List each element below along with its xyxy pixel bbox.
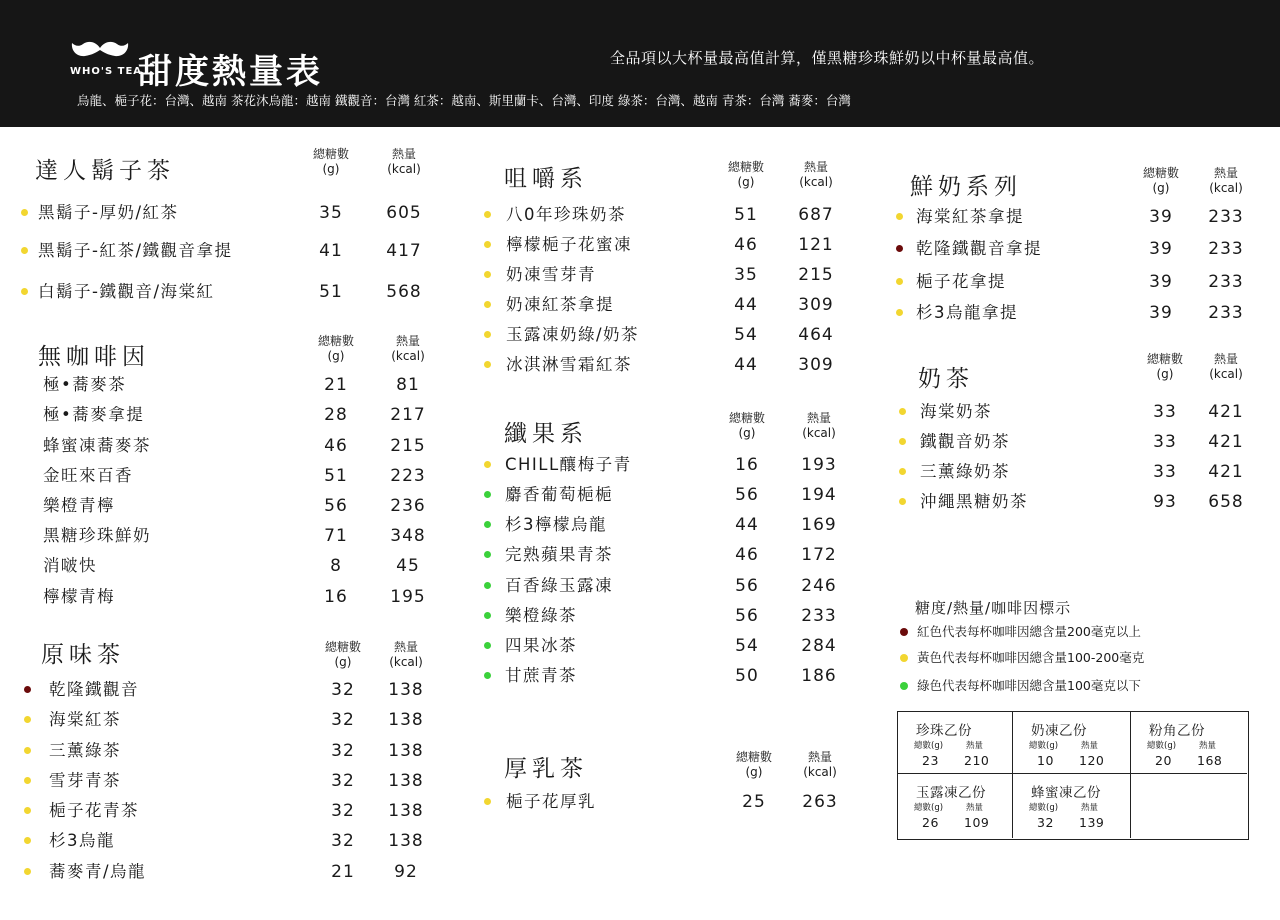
kcal-header-unit: (kcal) <box>802 426 836 440</box>
kcal-value: 658 <box>1208 492 1244 512</box>
drink-name: 蕎麥青/烏龍 <box>49 862 147 881</box>
drink-name: 海棠紅茶拿提 <box>916 207 1024 226</box>
calculation-note: 全品項以大杯量最高值計算，僅黑糖珍珠鮮奶以中杯量最高值。 <box>610 49 1045 67</box>
drink-name: 白鬍子-鐵觀音/海棠紅 <box>38 282 215 301</box>
topping-sugar-value: 10 <box>1037 753 1054 768</box>
drink-name: 檸檬青梅 <box>43 587 115 606</box>
kcal-value: 92 <box>394 862 418 882</box>
section-title: 無咖啡因 <box>38 344 150 370</box>
caffeine-dot-icon <box>900 628 908 636</box>
drink-name: 沖繩黑糖奶茶 <box>920 492 1028 511</box>
legend-text: 紅色代表每杯咖啡因總含量200毫克以上 <box>917 624 1141 639</box>
caffeine-dot-icon <box>896 213 903 220</box>
caffeine-dot-icon <box>24 716 31 723</box>
caffeine-dot-icon <box>896 309 903 316</box>
caffeine-dot-icon <box>484 582 491 589</box>
kcal-value: 215 <box>390 436 426 456</box>
sugar-value: 46 <box>735 545 759 565</box>
sugar-value: 51 <box>319 282 343 302</box>
sugar-value: 21 <box>324 375 348 395</box>
drink-name: 梔子花厚乳 <box>506 792 596 811</box>
toppings-table <box>897 711 1249 840</box>
kcal-value: 263 <box>802 792 838 812</box>
sugar-header-unit: (g) <box>327 349 345 363</box>
topping-sugar-label: 總數(g) <box>914 803 944 813</box>
sugar-header-label: 總糖數 <box>735 750 772 764</box>
kcal-header-unit: (kcal) <box>391 349 425 363</box>
drink-name: 樂橙綠茶 <box>505 606 577 625</box>
topping-kcal-value: 139 <box>1079 815 1105 830</box>
sugar-value: 51 <box>734 205 758 225</box>
sugar-value: 50 <box>735 666 759 686</box>
kcal-value: 45 <box>396 556 420 576</box>
drink-name: 三薰綠茶 <box>49 741 121 760</box>
sugar-column-header <box>1131 166 1191 196</box>
sugar-value: 39 <box>1149 239 1173 259</box>
section-title: 原味茶 <box>41 642 125 668</box>
drink-name: 甘蔗青茶 <box>505 666 577 685</box>
section-title: 厚乳茶 <box>504 756 588 782</box>
topping-cell <box>898 774 1013 838</box>
caffeine-dot-icon <box>899 498 906 505</box>
kcal-value: 195 <box>390 587 426 607</box>
kcal-header-label: 熱量 <box>807 750 832 764</box>
kcal-value: 348 <box>390 526 426 546</box>
sugar-value: 56 <box>735 576 759 596</box>
kcal-header-label: 熱量 <box>1213 166 1238 180</box>
kcal-value: 236 <box>390 496 426 516</box>
drink-name: 樂橙青檸 <box>43 496 115 515</box>
header-banner <box>0 0 1280 127</box>
sugar-header-label: 總糖數 <box>312 147 349 161</box>
caffeine-dot-icon <box>900 682 908 690</box>
sugar-value: 32 <box>331 771 355 791</box>
kcal-value: 464 <box>798 325 834 345</box>
sugar-value: 39 <box>1149 272 1173 292</box>
kcal-header-unit: (kcal) <box>1209 367 1243 381</box>
kcal-value: 687 <box>798 205 834 225</box>
menu-row <box>0 860 1280 884</box>
kcal-header-unit: (kcal) <box>799 175 833 189</box>
drink-name: 杉3烏龍拿提 <box>916 303 1018 322</box>
topping-name: 蜂蜜凍乙份 <box>1031 785 1101 801</box>
sugar-header-unit: (g) <box>738 426 756 440</box>
sugar-value: 25 <box>742 792 766 812</box>
drink-name: 三薰綠奶茶 <box>920 462 1010 481</box>
sugar-value: 93 <box>1153 492 1177 512</box>
sugar-value: 46 <box>734 235 758 255</box>
caffeine-dot-icon <box>899 468 906 475</box>
kcal-value: 138 <box>388 831 424 851</box>
menu-row <box>0 430 1280 454</box>
topping-cell <box>1131 774 1247 838</box>
legend-title: 糖度/熱量/咖啡因標示 <box>915 599 1072 617</box>
sugar-header-unit: (g) <box>1156 367 1174 381</box>
topping-kcal-label: 熱量 <box>1199 741 1217 751</box>
sugar-value: 56 <box>735 606 759 626</box>
kcal-value: 169 <box>801 515 837 535</box>
topping-sugar-label: 總數(g) <box>914 741 944 751</box>
caffeine-dot-icon <box>484 798 491 805</box>
topping-name: 玉露凍乙份 <box>916 785 986 801</box>
kcal-header-label: 熱量 <box>1213 352 1238 366</box>
section-title: 達人鬍子茶 <box>35 158 175 184</box>
drink-name: 杉3檸檬烏龍 <box>505 515 607 534</box>
section-title: 咀嚼系 <box>504 166 588 192</box>
caffeine-dot-icon <box>896 245 903 252</box>
menu-row <box>0 353 1280 377</box>
caffeine-dot-icon <box>24 777 31 784</box>
caffeine-dot-icon <box>24 837 31 844</box>
menu-row <box>0 205 1280 229</box>
sugar-value: 56 <box>324 496 348 516</box>
sugar-value: 54 <box>734 325 758 345</box>
kcal-value: 194 <box>801 485 837 505</box>
sugar-column-header <box>301 147 361 177</box>
kcal-value: 172 <box>801 545 837 565</box>
sugar-value: 32 <box>331 710 355 730</box>
kcal-value: 81 <box>396 375 420 395</box>
sugar-value: 21 <box>331 862 355 882</box>
kcal-value: 284 <box>801 636 837 656</box>
kcal-value: 233 <box>1208 272 1244 292</box>
kcal-value: 193 <box>801 455 837 475</box>
topping-sugar-value: 23 <box>922 753 939 768</box>
caffeine-dot-icon <box>484 331 491 338</box>
caffeine-dot-icon <box>484 672 491 679</box>
sugar-column-header <box>1135 352 1195 382</box>
kcal-value: 421 <box>1208 462 1244 482</box>
drink-name: 梔子花拿提 <box>916 272 1006 291</box>
drink-name: 奶凍紅茶拿提 <box>506 295 614 314</box>
drink-name: 奶凍雪芽青 <box>506 265 596 284</box>
topping-cell <box>898 712 1013 774</box>
kcal-header-unit: (kcal) <box>389 655 423 669</box>
topping-name: 奶凍乙份 <box>1031 723 1087 739</box>
drink-name: 杉3烏龍 <box>49 831 115 850</box>
kcal-value: 568 <box>386 282 422 302</box>
sugar-header-unit: (g) <box>1152 181 1170 195</box>
drink-name: 乾隆鐵觀音 <box>49 680 139 699</box>
drink-name: 消啵快 <box>43 556 97 575</box>
kcal-value: 217 <box>390 405 426 425</box>
legend-text: 綠色代表每杯咖啡因總含量100毫克以下 <box>917 678 1141 693</box>
kcal-value: 233 <box>1208 303 1244 323</box>
kcal-value: 421 <box>1208 402 1244 422</box>
kcal-header-unit: (kcal) <box>387 162 421 176</box>
sugar-header-label: 總糖數 <box>1146 352 1183 366</box>
drink-name: 極•蕎麥拿提 <box>43 405 145 424</box>
menu-row <box>0 237 1280 261</box>
sugar-value: 35 <box>734 265 758 285</box>
sugar-column-header <box>724 750 784 780</box>
sugar-header-label: 總糖數 <box>727 160 764 174</box>
sugar-value: 44 <box>734 355 758 375</box>
menu-row <box>0 574 1280 598</box>
kcal-header-label: 熱量 <box>806 411 831 425</box>
sugar-value: 39 <box>1149 207 1173 227</box>
sugar-value: 44 <box>735 515 759 535</box>
sugar-value: 51 <box>324 466 348 486</box>
sugar-value: 54 <box>735 636 759 656</box>
menu-row <box>0 323 1280 347</box>
sugar-value: 56 <box>735 485 759 505</box>
drink-name: 乾隆鐵觀音拿提 <box>916 239 1042 258</box>
topping-kcal-value: 120 <box>1079 753 1105 768</box>
sugar-value: 33 <box>1153 432 1177 452</box>
sugar-header-label: 總糖數 <box>728 411 765 425</box>
topping-sugar-label: 總數(g) <box>1147 741 1177 751</box>
kcal-value: 309 <box>798 295 834 315</box>
kcal-value: 309 <box>798 355 834 375</box>
kcal-header-unit: (kcal) <box>803 765 837 779</box>
caffeine-dot-icon <box>484 551 491 558</box>
drink-name: 雪芽青茶 <box>49 771 121 790</box>
menu-row <box>0 513 1280 537</box>
kcal-column-header <box>786 160 846 190</box>
drink-name: 海棠紅茶 <box>49 710 121 729</box>
topping-kcal-value: 168 <box>1197 753 1223 768</box>
kcal-value: 121 <box>798 235 834 255</box>
sugar-value: 33 <box>1153 462 1177 482</box>
caffeine-dot-icon <box>484 361 491 368</box>
caffeine-dot-icon <box>896 278 903 285</box>
topping-cell <box>1131 712 1247 774</box>
kcal-value: 223 <box>390 466 426 486</box>
kcal-header-unit: (kcal) <box>1209 181 1243 195</box>
sugar-value: 41 <box>319 241 343 261</box>
kcal-header-label: 熱量 <box>395 334 420 348</box>
caffeine-dot-icon <box>484 642 491 649</box>
sugar-value: 32 <box>331 801 355 821</box>
menu-row <box>0 301 1280 325</box>
drink-name: 玉露凍奶綠/奶茶 <box>506 325 640 344</box>
topping-kcal-label: 熱量 <box>1081 741 1099 751</box>
kcal-header-label: 熱量 <box>803 160 828 174</box>
sugar-value: 8 <box>330 556 342 576</box>
drink-name: 黑糖珍珠鮮奶 <box>43 526 151 545</box>
kcal-value: 421 <box>1208 432 1244 452</box>
sugar-value: 44 <box>734 295 758 315</box>
kcal-value: 138 <box>388 771 424 791</box>
sugar-value: 32 <box>331 741 355 761</box>
topping-sugar-value: 20 <box>1155 753 1172 768</box>
menu-row <box>0 490 1280 514</box>
sugar-value: 35 <box>319 203 343 223</box>
drink-name: 檸檬梔子花蜜凍 <box>506 235 632 254</box>
drink-name: 八0年珍珠奶茶 <box>506 205 626 224</box>
menu-row <box>0 270 1280 294</box>
kcal-value: 233 <box>1208 239 1244 259</box>
kcal-value: 138 <box>388 741 424 761</box>
sugar-value: 33 <box>1153 402 1177 422</box>
topping-sugar-value: 26 <box>922 815 939 830</box>
sugar-value: 32 <box>331 831 355 851</box>
drink-name: 海棠奶茶 <box>920 402 992 421</box>
tea-origins: 烏龍、梔子花：台灣、越南 茶花沐烏龍：越南 鐵觀音：台灣 紅茶：越南、斯里蘭卡、台灣、印度 綠茶：台灣、越南 青茶：台灣 蕎麥：台灣 <box>77 93 851 108</box>
menu-row <box>0 400 1280 424</box>
kcal-value: 233 <box>801 606 837 626</box>
sugar-value: 71 <box>324 526 348 546</box>
sugar-value: 39 <box>1149 303 1173 323</box>
caffeine-dot-icon <box>24 747 31 754</box>
topping-name: 珍珠乙份 <box>916 723 972 739</box>
drink-name: 黑鬍子-紅茶/鐵觀音拿提 <box>38 241 233 260</box>
section-title: 鮮奶系列 <box>910 174 1022 200</box>
menu-row <box>0 543 1280 567</box>
legend-text: 黃色代表每杯咖啡因總含量100-200毫克 <box>917 650 1145 665</box>
drink-name: 黑鬍子-厚奶/紅茶 <box>38 203 179 222</box>
sugar-header-label: 總糖數 <box>317 334 354 348</box>
kcal-column-header <box>374 147 434 177</box>
sugar-header-label: 總糖數 <box>324 640 361 654</box>
topping-kcal-label: 熱量 <box>1081 803 1099 813</box>
sugar-header-unit: (g) <box>334 655 352 669</box>
caffeine-dot-icon <box>899 438 906 445</box>
caffeine-dot-icon <box>484 612 491 619</box>
kcal-column-header <box>1196 352 1256 382</box>
kcal-value: 233 <box>1208 207 1244 227</box>
drink-name: 金旺來百香 <box>43 466 133 485</box>
kcal-value: 186 <box>801 666 837 686</box>
topping-sugar-label: 總數(g) <box>1029 803 1059 813</box>
kcal-header-label: 熱量 <box>393 640 418 654</box>
kcal-header-label: 熱量 <box>391 147 416 161</box>
caffeine-dot-icon <box>24 868 31 875</box>
drink-name: 冰淇淋雪霜紅茶 <box>506 355 632 374</box>
drink-name: 四果冰茶 <box>505 636 577 655</box>
sugar-header-unit: (g) <box>745 765 763 779</box>
kcal-value: 605 <box>386 203 422 223</box>
sugar-column-header <box>716 160 776 190</box>
mustache-logo-icon <box>70 40 130 62</box>
sugar-value: 32 <box>331 680 355 700</box>
caffeine-dot-icon <box>899 408 906 415</box>
brand-name: WHO'S TEA <box>70 66 143 77</box>
sugar-header-label: 總糖數 <box>1142 166 1179 180</box>
caffeine-dot-icon <box>484 521 491 528</box>
drink-name: 蜂蜜凍蕎麥茶 <box>43 436 151 455</box>
topping-sugar-label: 總數(g) <box>1029 741 1059 751</box>
kcal-value: 138 <box>388 680 424 700</box>
topping-name: 粉角乙份 <box>1149 723 1205 739</box>
kcal-column-header <box>1196 166 1256 196</box>
topping-sugar-value: 32 <box>1037 815 1054 830</box>
kcal-value: 215 <box>798 265 834 285</box>
kcal-value: 246 <box>801 576 837 596</box>
kcal-value: 138 <box>388 710 424 730</box>
section-title: 纖果系 <box>504 421 588 447</box>
sugar-header-unit: (g) <box>737 175 755 189</box>
drink-name: 鐵觀音奶茶 <box>920 432 1010 451</box>
page-title: 甜度熱量表 <box>138 52 323 92</box>
drink-name: 梔子花青茶 <box>49 801 139 820</box>
drink-name: CHILL釀梅子青 <box>505 455 632 474</box>
sugar-header-unit: (g) <box>322 162 340 176</box>
topping-kcal-value: 210 <box>964 753 990 768</box>
drink-name: 百香綠玉露凍 <box>505 576 613 595</box>
sugar-value: 28 <box>324 405 348 425</box>
drink-name: 麝香葡萄梔梔 <box>505 485 613 504</box>
drink-name: 極•蕎麥茶 <box>43 375 127 394</box>
topping-cell <box>1013 712 1131 774</box>
section-title: 奶茶 <box>918 366 974 392</box>
sugar-value: 16 <box>324 587 348 607</box>
topping-kcal-label: 熱量 <box>966 803 984 813</box>
topping-cell <box>1013 774 1131 838</box>
topping-kcal-label: 熱量 <box>966 741 984 751</box>
topping-kcal-value: 109 <box>964 815 990 830</box>
kcal-column-header <box>790 750 850 780</box>
kcal-value: 417 <box>386 241 422 261</box>
sugar-value: 16 <box>735 455 759 475</box>
kcal-value: 138 <box>388 801 424 821</box>
caffeine-dot-icon <box>900 654 908 662</box>
drink-name: 完熟蘋果青茶 <box>505 545 613 564</box>
sugar-value: 46 <box>324 436 348 456</box>
menu-row <box>0 460 1280 484</box>
